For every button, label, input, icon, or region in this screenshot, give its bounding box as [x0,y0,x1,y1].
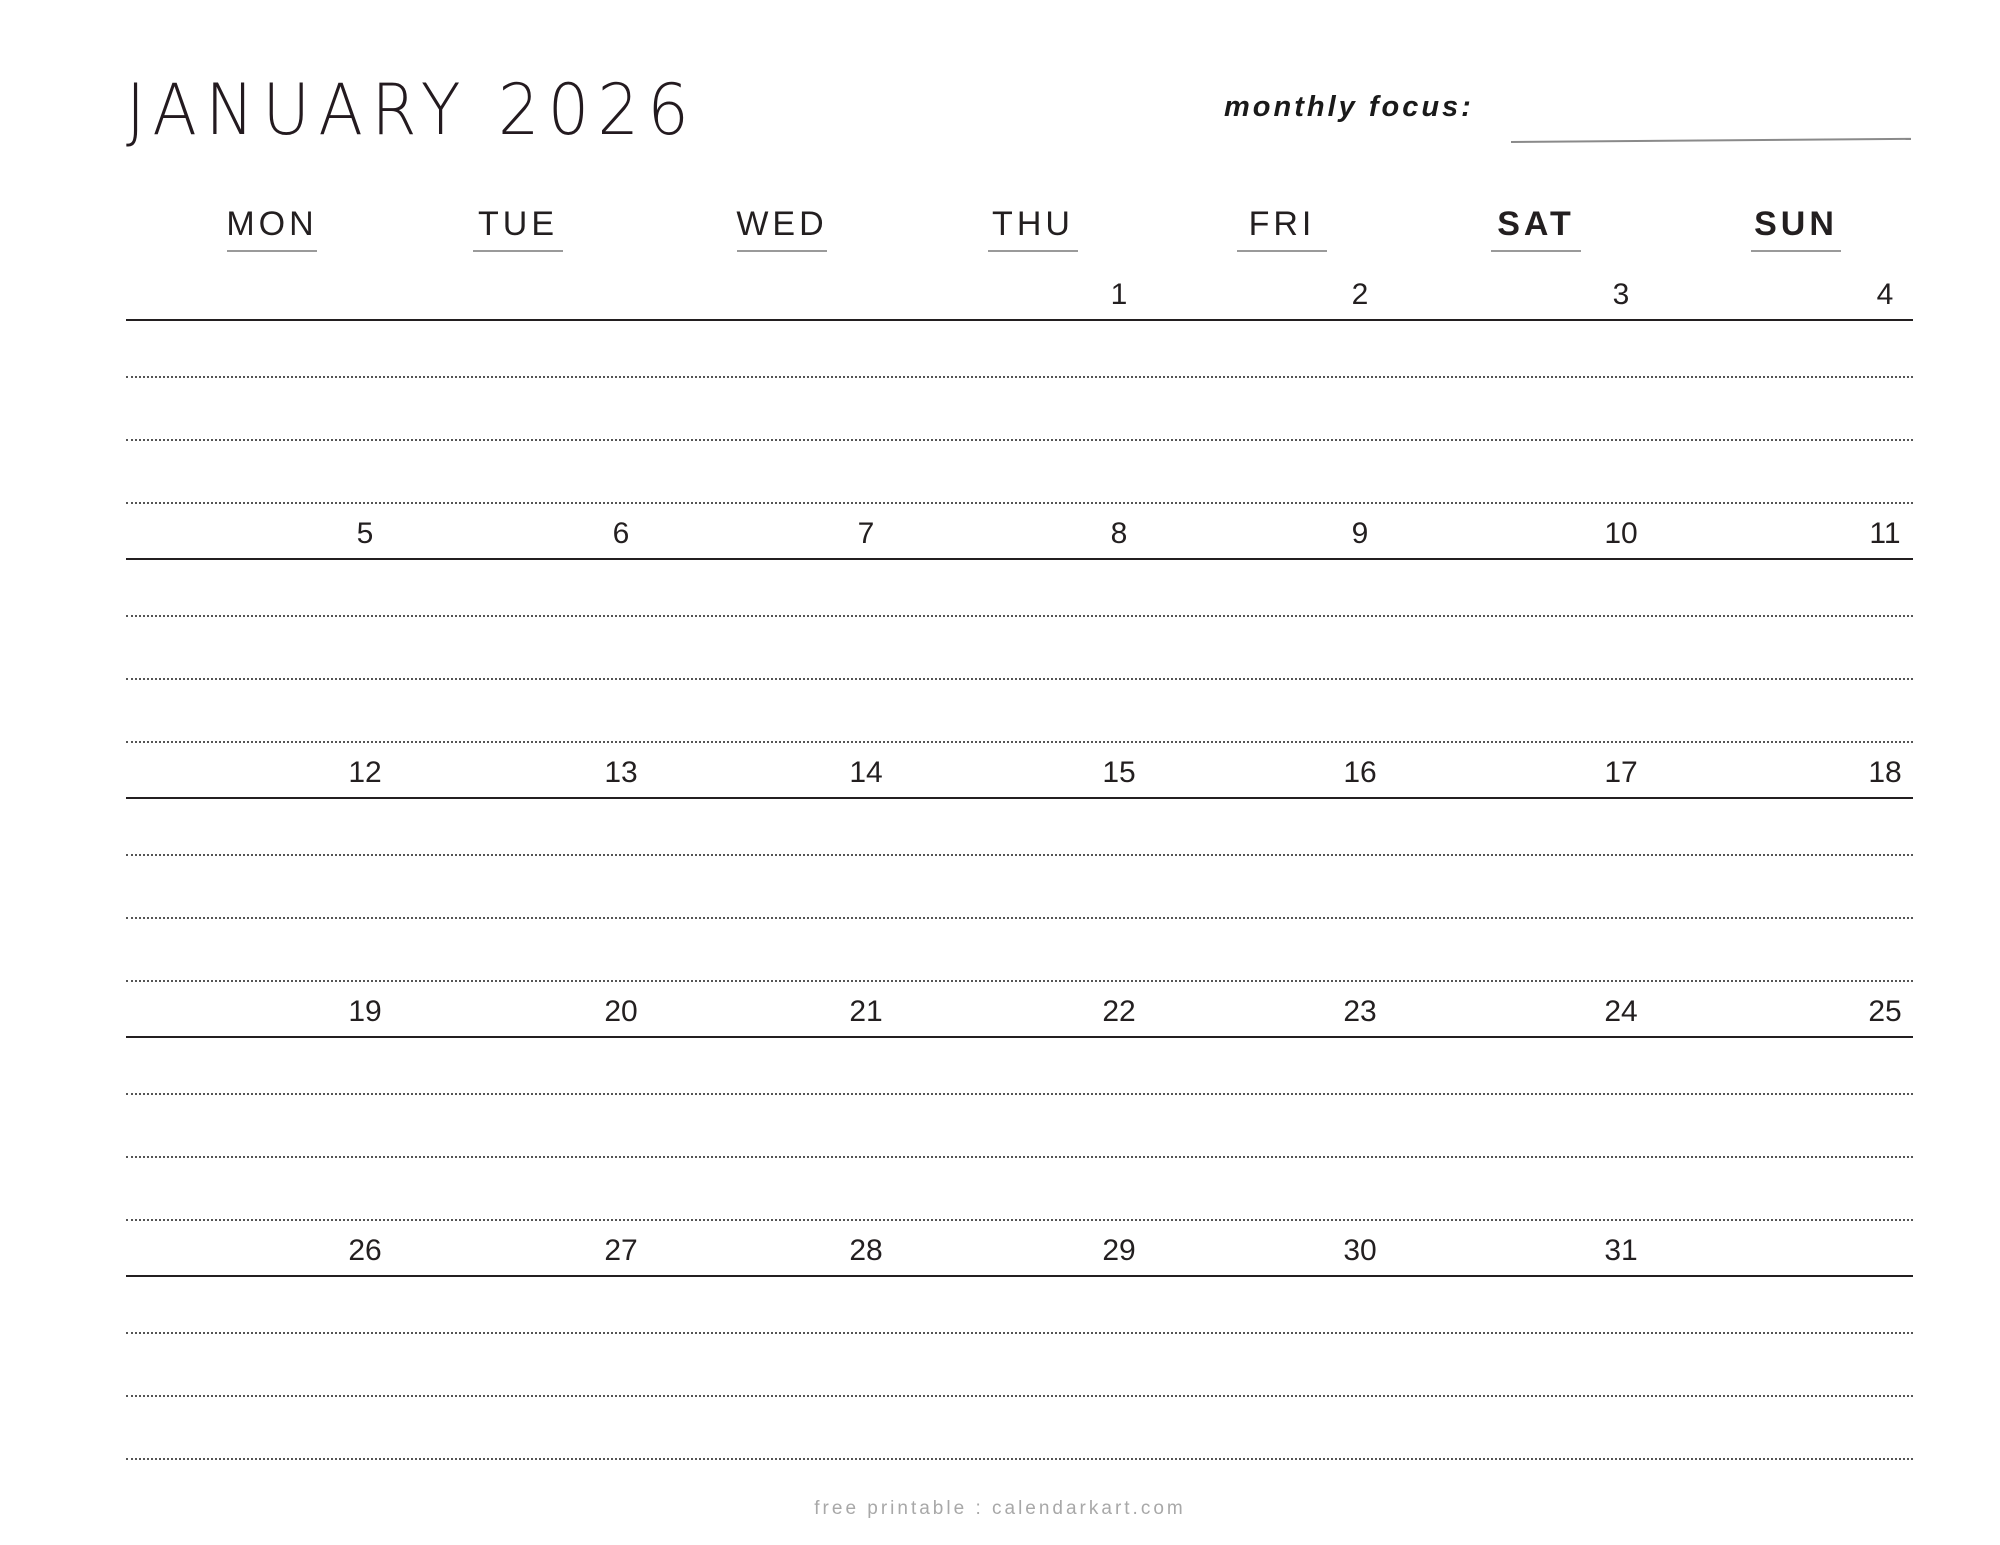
date-cell[interactable]: 13 [604,756,638,789]
weekday-underline [227,250,317,252]
date-cell[interactable]: 23 [1343,995,1377,1028]
date-cell[interactable]: 22 [1102,995,1136,1028]
weekday-underline [1751,250,1841,252]
date-cell[interactable]: 31 [1604,1234,1638,1267]
weekday-sat [1446,204,1626,244]
writing-line[interactable] [126,980,1913,982]
weekday-underline [988,250,1078,252]
monthly-focus-label: monthly focus: [1224,91,1474,123]
writing-line[interactable] [126,1156,1913,1158]
week-divider-line [126,1036,1913,1038]
date-cell[interactable]: 21 [849,995,883,1028]
week-divider-line [126,319,1913,321]
writing-line[interactable] [126,1219,1913,1221]
footer-credit: free printable : calendarkart.com [814,1498,1186,1519]
date-cell[interactable]: 5 [356,517,374,550]
date-cell[interactable]: 3 [1612,278,1630,311]
weekday-label: SUN [1754,205,1838,243]
writing-line[interactable] [126,615,1913,617]
date-cell[interactable]: 18 [1868,756,1902,789]
writing-line[interactable] [126,678,1913,680]
writing-line[interactable] [126,439,1913,441]
date-cell[interactable]: 27 [604,1234,638,1267]
writing-line[interactable] [126,741,1913,743]
monthly-focus-field[interactable] [1511,138,1911,143]
date-cell[interactable]: 15 [1102,756,1136,789]
weekday-label: THU [992,205,1074,243]
date-cell[interactable]: 12 [348,756,382,789]
date-cell[interactable]: 14 [849,756,883,789]
weekday-underline [737,250,827,252]
weekday-label: WED [736,205,828,243]
date-cell[interactable]: 1 [1110,278,1128,311]
weekday-label: SAT [1497,205,1575,243]
writing-line[interactable] [126,854,1913,856]
week-divider-line [126,558,1913,560]
weekday-underline [473,250,563,252]
date-cell[interactable]: 9 [1351,517,1369,550]
writing-line[interactable] [126,1458,1913,1460]
date-cell[interactable]: 29 [1102,1234,1136,1267]
writing-line[interactable] [126,1395,1913,1397]
date-cell[interactable]: 28 [849,1234,883,1267]
date-cell[interactable]: 10 [1604,517,1638,550]
weekday-mon [182,204,362,244]
weekday-thu [943,204,1123,244]
date-cell[interactable]: 25 [1868,995,1902,1028]
weekday-underline [1491,250,1581,252]
weekday-label: TUE [478,205,558,243]
weekday-fri [1192,204,1372,244]
week-divider-line [126,1275,1913,1277]
date-cell[interactable]: 7 [857,517,875,550]
writing-line[interactable] [126,917,1913,919]
weekday-sun [1706,204,1886,244]
weekday-label: MON [226,205,318,243]
date-cell[interactable]: 20 [604,995,638,1028]
date-cell[interactable]: 2 [1351,278,1369,311]
writing-line[interactable] [126,376,1913,378]
weekday-tue [428,204,608,244]
date-cell[interactable]: 8 [1110,517,1128,550]
date-cell[interactable]: 16 [1343,756,1377,789]
weekday-label: FRI [1248,205,1316,243]
date-cell[interactable]: 24 [1604,995,1638,1028]
date-cell[interactable]: 26 [348,1234,382,1267]
weekday-underline [1237,250,1327,252]
writing-line[interactable] [126,502,1913,504]
writing-line[interactable] [126,1093,1913,1095]
date-cell[interactable]: 17 [1604,756,1638,789]
date-cell[interactable]: 4 [1876,278,1894,311]
page-title: JANUARY 2026 [126,69,698,151]
week-divider-line [126,797,1913,799]
weekday-wed [692,204,872,244]
date-cell[interactable]: 6 [612,517,630,550]
writing-line[interactable] [126,1332,1913,1334]
date-cell[interactable]: 11 [1869,517,1901,550]
date-cell[interactable]: 30 [1343,1234,1377,1267]
date-cell[interactable]: 19 [348,995,382,1028]
